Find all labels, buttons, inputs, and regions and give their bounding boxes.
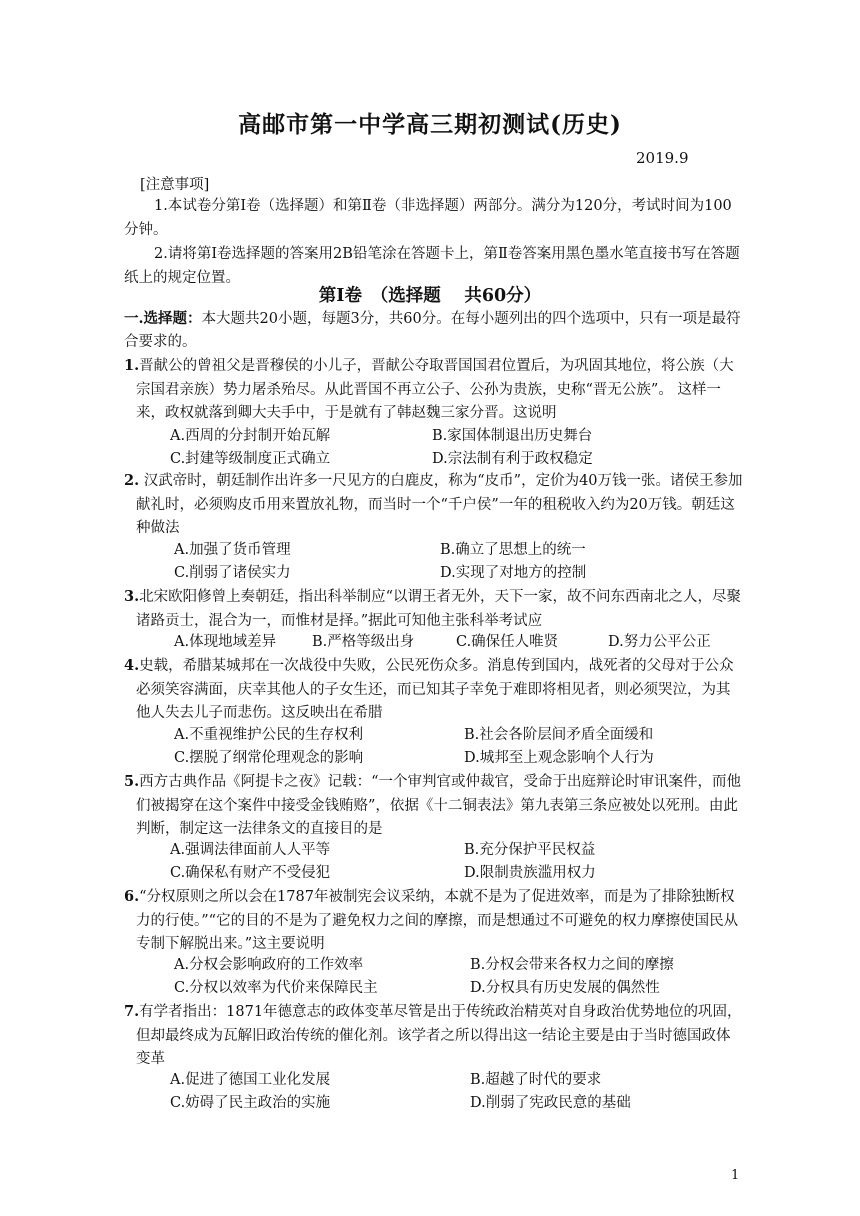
option-b[interactable]: B.社会各阶层间矛盾全面缓和 xyxy=(464,727,654,743)
option-c[interactable]: C.确保私有财产不受侵犯 xyxy=(170,865,331,881)
option-a[interactable]: A.加强了货币管理 xyxy=(174,542,291,558)
question-number: 3. xyxy=(124,588,140,605)
question-text: 汉武帝时，朝廷制作出许多一尺见方的白鹿皮，称为“皮币”，定价为40万钱一张。诸侯王参加献礼时，必须购皮币用来置放礼物，而当时一个“千户侯”一年的租税收入约为20万钱。朝廷这种做法 xyxy=(136,473,743,536)
option-c[interactable]: C.封建等级制度正式确立 xyxy=(170,451,331,467)
page-number: 1 xyxy=(731,1168,740,1183)
question-stem xyxy=(124,469,744,541)
question-6 xyxy=(124,885,744,957)
option-c[interactable]: C.削弱了诸侯实力 xyxy=(174,565,291,581)
question-stem xyxy=(124,654,744,726)
option-a[interactable]: A.体现地域差异 xyxy=(174,634,277,650)
option-a[interactable]: A.促进了德国工业化发展 xyxy=(170,1072,331,1088)
question-1 xyxy=(124,354,744,426)
option-a[interactable]: A.分权会影响政府的工作效率 xyxy=(174,957,364,973)
question-5 xyxy=(124,770,744,842)
option-d[interactable]: D.限制贵族滥用权力 xyxy=(464,865,596,881)
question-stem xyxy=(124,354,744,426)
question-3 xyxy=(124,585,744,633)
question-4 xyxy=(124,654,744,726)
question-7 xyxy=(124,1000,744,1072)
section-label: 一.选择题： xyxy=(124,310,202,327)
question-text: 晋献公的曾祖父是晋穆侯的小儿子，晋献公夺取晋国国君位置后，为巩固其地位，将公族（大宗国君亲族）势力屠杀殆尽。从此晋国不再立公子、公孙为贵族，史称“晋无公族”。 这样一来，政权就落到卿大夫手中，于是就有了韩赵魏三家分晋。这说明 xyxy=(136,358,734,421)
question-number: 7. xyxy=(124,1003,140,1020)
option-b[interactable]: B.确立了思想上的统一 xyxy=(440,542,586,558)
question-text: “分权原则之所以会在1787年被制宪会议采纳，本就不是为了促进效率，而是为了排除独断权力的行使。”“它的目的不是为了避免权力之间的摩擦，而是想通过不可避免的权力摩擦使国民从专制下解脱出来。”这主要说明 xyxy=(136,889,739,952)
question-2 xyxy=(124,469,744,541)
option-b[interactable]: B.超越了时代的要求 xyxy=(470,1072,602,1088)
question-number: 5. xyxy=(124,773,140,790)
exam-title: 高邮市第一中学高三期初测试(历史) xyxy=(238,111,622,138)
option-b[interactable]: B.家国体制退出历史舞台 xyxy=(432,428,593,444)
option-c[interactable]: C.确保任人唯贤 xyxy=(456,634,559,650)
option-b[interactable]: B.分权会带来各权力之间的摩擦 xyxy=(470,957,674,973)
section-text: 本大题共20小题，每题3分，共60分。在每小题列出的四个选项中，只有一项是最符合要求的。 xyxy=(124,311,741,350)
notes-heading: [注意事项] xyxy=(140,177,210,193)
exam-date: 2019.9 xyxy=(636,149,689,167)
question-stem xyxy=(124,885,744,957)
option-b[interactable]: B.严格等级出身 xyxy=(312,634,415,650)
question-text: 北宋欧阳修曾上奏朝廷，指出科举制应“以谓王者无外，天下一家，故不问东西南北之人，尽聚诸路贡士，混合为一，而惟材是择。”据此可知他主张科举考试应 xyxy=(136,589,742,629)
option-d[interactable]: D.实现了对地方的控制 xyxy=(440,565,587,581)
option-b[interactable]: B.充分保护平民权益 xyxy=(464,842,596,858)
question-text: 西方古典作品《阿提卡之夜》记载：“一个审判官或仲裁官，受命于出庭辩论时审讯案件，而他们被揭穿在这个案件中接受金钱贿赂”，依据《十二铜表法》第九表第三条应被处以死刑。由此判断，制定这一法律条文的直接目的是 xyxy=(136,774,742,837)
question-stem xyxy=(124,770,744,842)
question-stem xyxy=(124,1000,744,1072)
option-d[interactable]: D.削弱了宪政民意的基础 xyxy=(470,1095,631,1111)
note-item: 2.请将第Ⅰ卷选择题的答案用2B铅笔涂在答题卡上，第Ⅱ卷答案用黑色墨水笔直接书写在答题纸上的规定位置。 xyxy=(124,246,740,286)
question-stem xyxy=(124,585,744,633)
part-title: 第Ⅰ卷 （选择题 共60分） xyxy=(318,286,542,306)
option-a[interactable]: A.西周的分封制开始瓦解 xyxy=(170,428,331,444)
option-c[interactable]: C.摆脱了纲常伦理观念的影响 xyxy=(174,750,364,766)
option-d[interactable]: D.城邦至上观念影响个人行为 xyxy=(464,750,654,766)
option-d[interactable]: D.宗法制有利于政权稳定 xyxy=(432,451,593,467)
option-d[interactable]: D.分权具有历史发展的偶然性 xyxy=(470,980,660,996)
option-d[interactable]: D.努力公平公正 xyxy=(608,634,711,650)
question-number: 6. xyxy=(124,888,140,905)
question-number: 1. xyxy=(124,357,140,374)
question-text: 史载，希腊某城邦在一次战役中失败，公民死伤众多。消息传到国内，战死者的父母对于公众必须笑容满面，庆幸其他人的子女生还，而已知其子幸免于难即将相见者，则必须哭泣，为其他人失去儿子而悲伤。这反映出在希腊 xyxy=(136,658,734,721)
question-number: 2. xyxy=(124,472,140,489)
option-c[interactable]: C.分权以效率为代价来保障民主 xyxy=(174,980,378,996)
option-a[interactable]: A.不重视维护公民的生存权利 xyxy=(174,727,364,743)
question-text: 有学者指出：1871年德意志的政体变革尽管是出于传统政治精英对自身政治优势地位的巩固，但却最终成为瓦解旧政治传统的催化剂。该学者之所以得出这一结论主要是由于当时德国政体变革 xyxy=(136,1004,742,1067)
option-a[interactable]: A.强调法律面前人人平等 xyxy=(170,842,331,858)
note-item: 1.本试卷分第Ⅰ卷（选择题）和第Ⅱ卷（非选择题）两部分。满分为120分，考试时间为100分钟。 xyxy=(124,198,732,238)
option-c[interactable]: C.妨碍了民主政治的实施 xyxy=(170,1095,331,1111)
question-number: 4. xyxy=(124,657,140,674)
section-intro xyxy=(124,307,746,354)
